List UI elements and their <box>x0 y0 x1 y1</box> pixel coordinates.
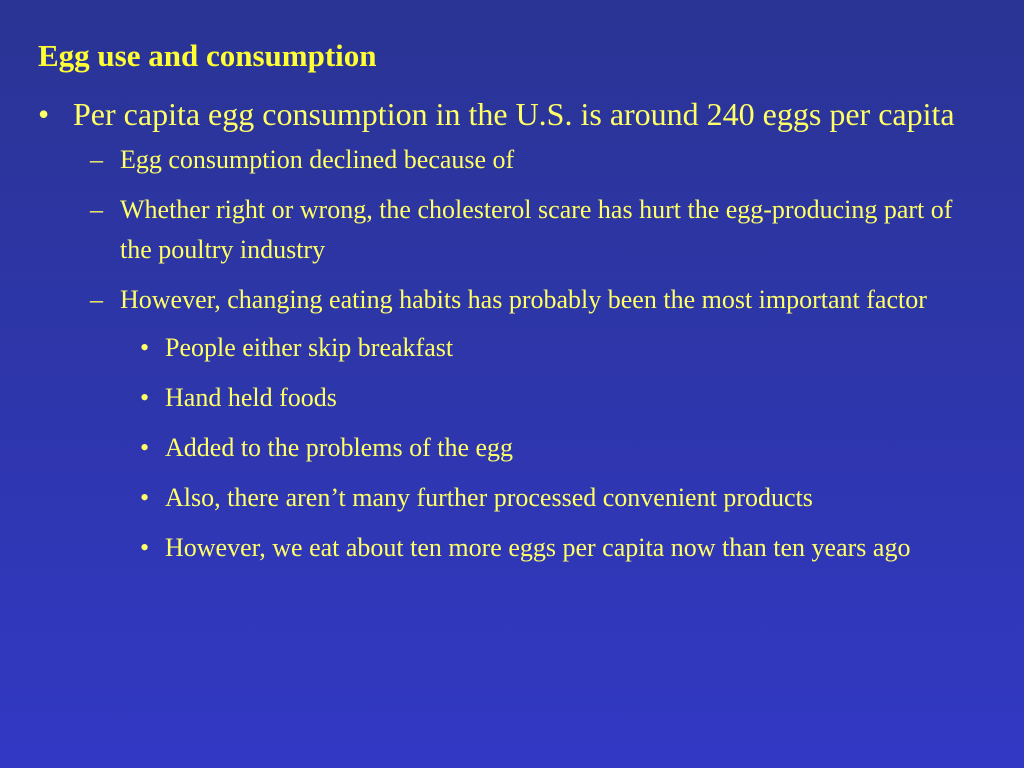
sub-bullet-item <box>0 140 1024 180</box>
sub-sub-bullet-text: People either skip breakfast <box>165 333 454 362</box>
bullet-text: Per capita egg consumption in the U.S. is around 240 eggs per capita <box>73 96 955 132</box>
sub-sub-bullet-text: Hand held foods <box>165 383 337 412</box>
sub-bullet-item <box>0 280 1024 320</box>
bullet-marker: • <box>140 483 150 512</box>
dash-marker: – <box>90 145 103 174</box>
sub-bullet-text: However, changing eating habits has probably been the most important factor <box>120 285 927 314</box>
bullet-marker: • <box>140 433 150 462</box>
bullet-item <box>0 92 1024 137</box>
bullet-marker: • <box>38 96 50 132</box>
bullet-marker: • <box>140 333 150 362</box>
dash-marker: – <box>90 285 103 314</box>
sub-sub-bullet-item <box>0 378 1024 418</box>
sub-sub-bullet-text: Also, there aren’t many further processed convenient products <box>165 483 813 512</box>
sub-bullet-item <box>0 190 1024 270</box>
sub-sub-bullet-item <box>0 328 1024 368</box>
dash-marker: – <box>90 195 103 224</box>
slide-title: Egg use and consumption <box>38 38 377 73</box>
bullet-marker: • <box>140 533 150 562</box>
bullet-marker: • <box>140 383 150 412</box>
sub-bullet-text: Egg consumption declined because of <box>120 145 515 174</box>
slide-content <box>0 92 1024 568</box>
sub-sub-bullet-text: However, we eat about ten more eggs per capita now than ten years ago <box>165 533 911 562</box>
sub-sub-bullet-text: Added to the problems of the egg <box>165 433 514 462</box>
sub-sub-bullet-item <box>0 428 1024 468</box>
sub-bullet-text: Whether right or wrong, the cholesterol scare has hurt the egg-producing part of the poultry industry <box>120 195 953 264</box>
sub-sub-bullet-item <box>0 478 1024 518</box>
sub-sub-bullet-item <box>0 528 1024 568</box>
